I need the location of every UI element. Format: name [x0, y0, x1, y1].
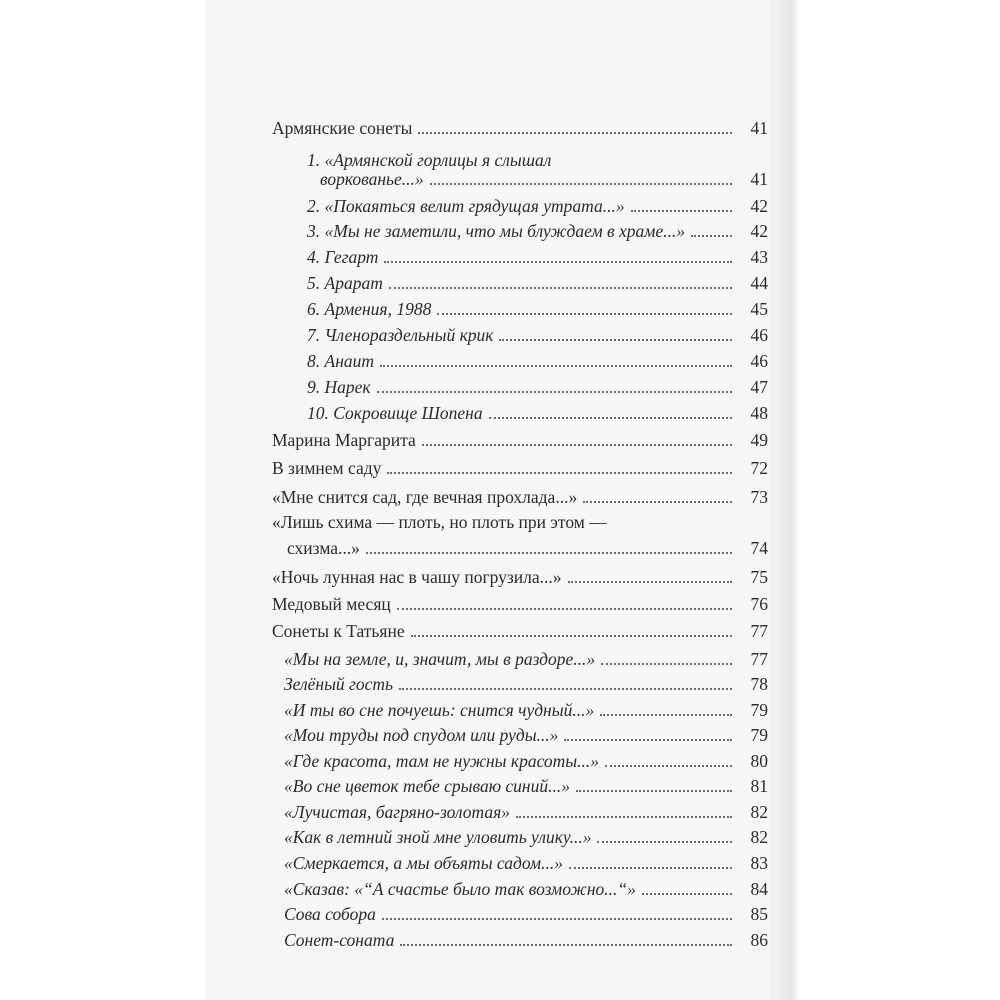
- toc-entry: [284, 899, 768, 925]
- leader-dots: [384, 261, 732, 263]
- leader-dots: [576, 790, 732, 792]
- toc-entry: [284, 925, 768, 951]
- toc-entry-page: 77: [750, 621, 768, 641]
- toc-entry-title: «И ты во сне почуешь: снится чудный...»: [284, 700, 595, 720]
- toc-entry-title: Медовый месяц: [272, 594, 391, 614]
- toc-entry-page: 80: [750, 751, 768, 771]
- toc-entry-page: 42: [750, 196, 768, 216]
- leader-dots: [377, 391, 732, 393]
- toc-entry-page: 85: [750, 904, 768, 924]
- toc-entry-page: 45: [750, 299, 768, 319]
- toc-entry-title: 7. Членораздельный крик: [307, 325, 494, 345]
- leader-dots: [489, 417, 732, 419]
- toc-entry: [272, 425, 768, 451]
- toc-entry: [284, 746, 768, 772]
- toc-entry: [307, 372, 768, 398]
- toc-entry: [307, 191, 768, 217]
- toc-entry-page: 79: [750, 725, 768, 745]
- toc-entry-page: 41: [750, 169, 768, 189]
- toc-entry-page: 86: [750, 930, 768, 950]
- toc-entry: [307, 268, 768, 294]
- toc-entry-title: 4. Гегарт: [307, 247, 379, 267]
- toc-entry-title: 3. «Мы не заметили, что мы блуждаем в храме...»: [307, 221, 686, 241]
- toc-entry: [320, 164, 768, 190]
- toc-entry: [307, 346, 768, 372]
- toc-entry-title: Армянские сонеты: [272, 118, 413, 138]
- toc-entry-page: 44: [750, 273, 768, 293]
- toc-entry-page: 75: [750, 567, 768, 587]
- toc-entry-title: «Лучистая, багряно-золотая»: [284, 802, 511, 822]
- toc-entry-page: 79: [750, 700, 768, 720]
- toc-entry-title: Зелёный гость: [284, 674, 393, 694]
- leader-dots: [564, 739, 732, 741]
- leader-dots: [380, 365, 732, 367]
- toc-entry: [284, 848, 768, 874]
- toc-entry-title: «Во сне цветок тебе срываю синий...»: [284, 776, 570, 796]
- toc-entry-title: «Мне снится сад, где вечная прохлада...»: [272, 487, 578, 507]
- leader-dots: [399, 688, 732, 690]
- toc-entry-title: «Мы на земле, и, значит, мы в раздоре...»: [284, 649, 596, 669]
- leader-dots: [411, 635, 732, 637]
- toc-entry-page: 46: [750, 325, 768, 345]
- toc-entry-title: 5. Арарат: [307, 273, 383, 293]
- toc-entry-page: 81: [750, 776, 768, 796]
- toc-entry-page: 82: [750, 827, 768, 847]
- toc-entry-title: 9. Нарек: [307, 377, 371, 397]
- toc-entry: [272, 562, 768, 588]
- toc-entry-title: 6. Армения, 1988: [307, 299, 432, 319]
- toc-entry-title: Сонет-соната: [284, 930, 395, 950]
- leader-dots: [400, 944, 732, 946]
- toc-entry-title: Сонеты к Татьяне: [272, 621, 405, 641]
- toc-entry-title: «Сказав: «“А счастье было так возможно...“»: [284, 879, 636, 899]
- leader-dots: [382, 918, 732, 920]
- toc-entry-page: 83: [750, 853, 768, 873]
- toc-entry-page: 42: [750, 221, 768, 241]
- toc-entry: [284, 771, 768, 797]
- toc-entry-title: 2. «Покаяться велит грядущая утрата...»: [307, 196, 625, 216]
- leader-dots: [387, 472, 732, 474]
- toc-entry-title: «Мои труды под спудом или руды...»: [284, 725, 559, 745]
- toc-entry-page: 43: [750, 247, 768, 267]
- toc-entry-title: Сова собора: [284, 904, 376, 924]
- toc-entry: [284, 720, 768, 746]
- toc-entry-title: 8. Анаит: [307, 351, 375, 371]
- toc-entry-page: 74: [750, 538, 768, 558]
- leader-dots: [499, 339, 732, 341]
- toc-entry: [307, 216, 768, 242]
- toc-entry-page: 48: [750, 403, 768, 423]
- leader-dots: [389, 287, 732, 289]
- toc-entry-page: 78: [750, 674, 768, 694]
- leader-dots: [569, 867, 732, 869]
- toc-entry-title-line: «Лишь схима — плоть, но плоть при этом —: [272, 512, 607, 532]
- leader-dots: [601, 663, 732, 665]
- leader-dots: [430, 183, 732, 185]
- toc-entry: [307, 320, 768, 346]
- page-edge-shadow: [770, 0, 800, 1000]
- toc-entry-page: 47: [750, 377, 768, 397]
- leader-dots: [568, 581, 732, 583]
- toc-entry: [272, 589, 768, 615]
- toc-entry: [284, 874, 768, 900]
- toc-entry-title: «Как в летний зной мне уловить улику...»: [284, 827, 592, 847]
- toc-entry: [272, 616, 768, 642]
- toc-entry-page: 76: [750, 594, 768, 614]
- toc-entry: [272, 113, 768, 139]
- toc-entry: [272, 482, 768, 508]
- toc-entry: [284, 669, 768, 695]
- toc-entry-title-line: 1. «Армянской горлицы я слышал: [307, 150, 552, 170]
- toc-entry-title: схизма...»: [287, 538, 360, 558]
- toc-entry: [307, 294, 768, 320]
- toc-entry-page: 84: [750, 879, 768, 899]
- toc-entry-page: 82: [750, 802, 768, 822]
- toc-entry: [284, 695, 768, 721]
- toc-entry-title: «Смеркается, а мы объяты садом...»: [284, 853, 563, 873]
- toc-entry: [284, 822, 768, 848]
- leader-dots: [437, 313, 732, 315]
- leader-dots: [583, 501, 732, 503]
- toc-entry-title: 10. Сокровище Шопена: [307, 403, 483, 423]
- toc-entry: [307, 242, 768, 268]
- leader-dots: [516, 816, 732, 818]
- toc-entry-title: «Ночь лунная нас в чашу погрузила...»: [272, 567, 562, 587]
- toc-entry-title: В зимнем саду: [272, 458, 382, 478]
- toc-entry: [284, 644, 768, 670]
- toc-entry-page: 46: [750, 351, 768, 371]
- leader-dots: [631, 210, 732, 212]
- leader-dots: [605, 765, 732, 767]
- toc-entry: [284, 797, 768, 823]
- toc-entry-title: «Где красота, там не нужны красоты...»: [284, 751, 600, 771]
- leader-dots: [422, 444, 732, 446]
- leader-dots: [642, 893, 732, 895]
- leader-dots: [691, 235, 732, 237]
- toc-entry: [287, 533, 768, 559]
- toc-entry-title: Марина Маргарита: [272, 430, 416, 450]
- leader-dots: [418, 132, 732, 134]
- toc-entry: [307, 398, 768, 424]
- toc-entry-page: 73: [750, 487, 768, 507]
- toc-entry-title: воркованье...»: [320, 169, 424, 189]
- toc-entry: [272, 453, 768, 479]
- toc-entry-page: 49: [750, 430, 768, 450]
- leader-dots: [597, 841, 732, 843]
- leader-dots: [600, 714, 732, 716]
- leader-dots: [366, 552, 732, 554]
- leader-dots: [397, 608, 732, 610]
- toc-entry-page: 77: [750, 649, 768, 669]
- toc-entry-page: 72: [750, 458, 768, 478]
- toc-entry-page: 41: [750, 118, 768, 138]
